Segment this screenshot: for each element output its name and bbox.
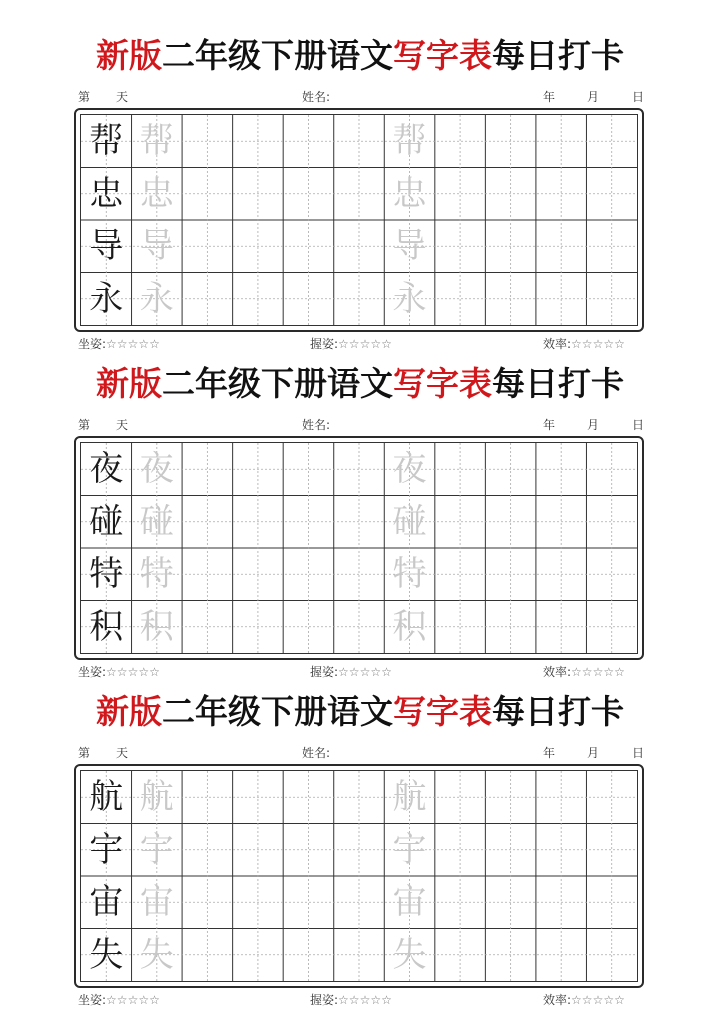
rating-row <box>0 334 720 354</box>
title-part2: 二年级下册语文 <box>162 692 393 731</box>
title-part3: 写字表 <box>393 36 492 75</box>
info-row <box>0 88 720 106</box>
model-character: 碰 <box>89 501 124 542</box>
day-label: 日 <box>632 418 645 432</box>
rating-label: 坐姿: <box>78 665 107 679</box>
info-row <box>0 744 720 762</box>
writing-grid[interactable] <box>80 442 638 654</box>
month-label: 月 <box>587 90 600 104</box>
worksheet-section <box>0 28 720 358</box>
grip-posture-rating <box>310 334 392 354</box>
worksheet-title <box>0 684 720 740</box>
rating-row <box>0 662 720 682</box>
trace-character: 积 <box>392 606 427 647</box>
rating-label: 坐姿: <box>78 993 107 1007</box>
worksheet-title <box>0 28 720 84</box>
rating-label: 效率: <box>543 993 572 1007</box>
model-character: 帮 <box>89 121 124 161</box>
title-part3: 写字表 <box>393 364 492 403</box>
trace-character: 航 <box>139 777 174 817</box>
info-row <box>0 416 720 434</box>
efficiency-rating <box>543 334 625 354</box>
model-character: 宙 <box>89 882 124 922</box>
day-unit-label: 天 <box>116 418 129 432</box>
trace-character: 忠 <box>392 173 427 214</box>
title-part2: 二年级下册语文 <box>162 36 393 75</box>
star-rating-icon[interactable]: ☆☆☆☆☆ <box>571 993 625 1007</box>
trace-character: 失 <box>392 934 427 975</box>
year-label: 年 <box>543 418 556 432</box>
title-part4: 每日打卡 <box>492 36 624 75</box>
trace-character: 永 <box>392 278 427 319</box>
trace-character: 宙 <box>139 882 174 922</box>
trace-character: 夜 <box>139 449 174 489</box>
model-character: 失 <box>89 934 124 975</box>
worksheet-section <box>0 356 720 686</box>
day-unit-label: 天 <box>116 90 129 104</box>
trace-character: 碰 <box>392 501 427 542</box>
month-label: 月 <box>587 418 600 432</box>
writing-grid[interactable] <box>80 770 638 982</box>
rating-label: 握姿: <box>310 993 339 1007</box>
name-label: 姓名: <box>302 90 331 104</box>
model-character: 特 <box>89 554 124 594</box>
writing-grid-frame <box>74 108 644 332</box>
sitting-posture-rating <box>78 990 160 1010</box>
title-part2: 二年级下册语文 <box>162 364 393 403</box>
year-label: 年 <box>543 746 556 760</box>
rating-row <box>0 990 720 1010</box>
title-part1: 新版 <box>96 692 162 731</box>
star-rating-icon[interactable]: ☆☆☆☆☆ <box>106 993 160 1007</box>
name-label: 姓名: <box>302 418 331 432</box>
trace-character: 帮 <box>139 121 174 161</box>
month-label: 月 <box>587 746 600 760</box>
worksheet-title <box>0 356 720 412</box>
title-part4: 每日打卡 <box>492 364 624 403</box>
star-rating-icon[interactable]: ☆☆☆☆☆ <box>338 337 392 351</box>
model-character: 夜 <box>89 449 124 489</box>
trace-character: 宙 <box>392 882 427 922</box>
star-rating-icon[interactable]: ☆☆☆☆☆ <box>106 337 160 351</box>
star-rating-icon[interactable]: ☆☆☆☆☆ <box>571 665 625 679</box>
trace-character: 帮 <box>392 121 427 161</box>
day-number-label: 第 <box>78 418 91 432</box>
trace-character: 宇 <box>139 829 174 870</box>
title-part1: 新版 <box>96 364 162 403</box>
model-character: 导 <box>89 226 124 266</box>
model-character: 永 <box>89 278 124 319</box>
trace-character: 特 <box>392 554 427 594</box>
efficiency-rating <box>543 662 625 682</box>
writing-grid[interactable] <box>80 114 638 326</box>
model-character: 宇 <box>89 829 124 870</box>
model-character: 积 <box>89 606 124 647</box>
trace-character: 导 <box>392 226 427 266</box>
star-rating-icon[interactable]: ☆☆☆☆☆ <box>571 337 625 351</box>
trace-character: 航 <box>392 777 427 817</box>
rating-label: 效率: <box>543 665 572 679</box>
rating-label: 坐姿: <box>78 337 107 351</box>
writing-grid-frame <box>74 436 644 660</box>
rating-label: 效率: <box>543 337 572 351</box>
sitting-posture-rating <box>78 662 160 682</box>
trace-character: 永 <box>139 278 174 319</box>
trace-character: 夜 <box>392 449 427 489</box>
title-part3: 写字表 <box>393 692 492 731</box>
day-number-label: 第 <box>78 746 91 760</box>
grip-posture-rating <box>310 990 392 1010</box>
efficiency-rating <box>543 990 625 1010</box>
trace-character: 积 <box>139 606 174 647</box>
trace-character: 忠 <box>139 173 174 214</box>
name-label: 姓名: <box>302 746 331 760</box>
year-label: 年 <box>543 90 556 104</box>
day-label: 日 <box>632 746 645 760</box>
trace-character: 碰 <box>139 501 174 542</box>
writing-grid-frame <box>74 764 644 988</box>
trace-character: 特 <box>139 554 174 594</box>
day-label: 日 <box>632 90 645 104</box>
grip-posture-rating <box>310 662 392 682</box>
trace-character: 导 <box>139 226 174 266</box>
trace-character: 宇 <box>392 829 427 870</box>
rating-label: 握姿: <box>310 337 339 351</box>
star-rating-icon[interactable]: ☆☆☆☆☆ <box>106 665 160 679</box>
star-rating-icon[interactable]: ☆☆☆☆☆ <box>338 665 392 679</box>
model-character: 忠 <box>89 173 124 214</box>
trace-character: 失 <box>139 934 174 975</box>
day-unit-label: 天 <box>116 746 129 760</box>
model-character: 航 <box>89 777 124 817</box>
worksheet-section <box>0 684 720 1014</box>
sitting-posture-rating <box>78 334 160 354</box>
star-rating-icon[interactable]: ☆☆☆☆☆ <box>338 993 392 1007</box>
rating-label: 握姿: <box>310 665 339 679</box>
day-number-label: 第 <box>78 90 91 104</box>
title-part4: 每日打卡 <box>492 692 624 731</box>
title-part1: 新版 <box>96 36 162 75</box>
